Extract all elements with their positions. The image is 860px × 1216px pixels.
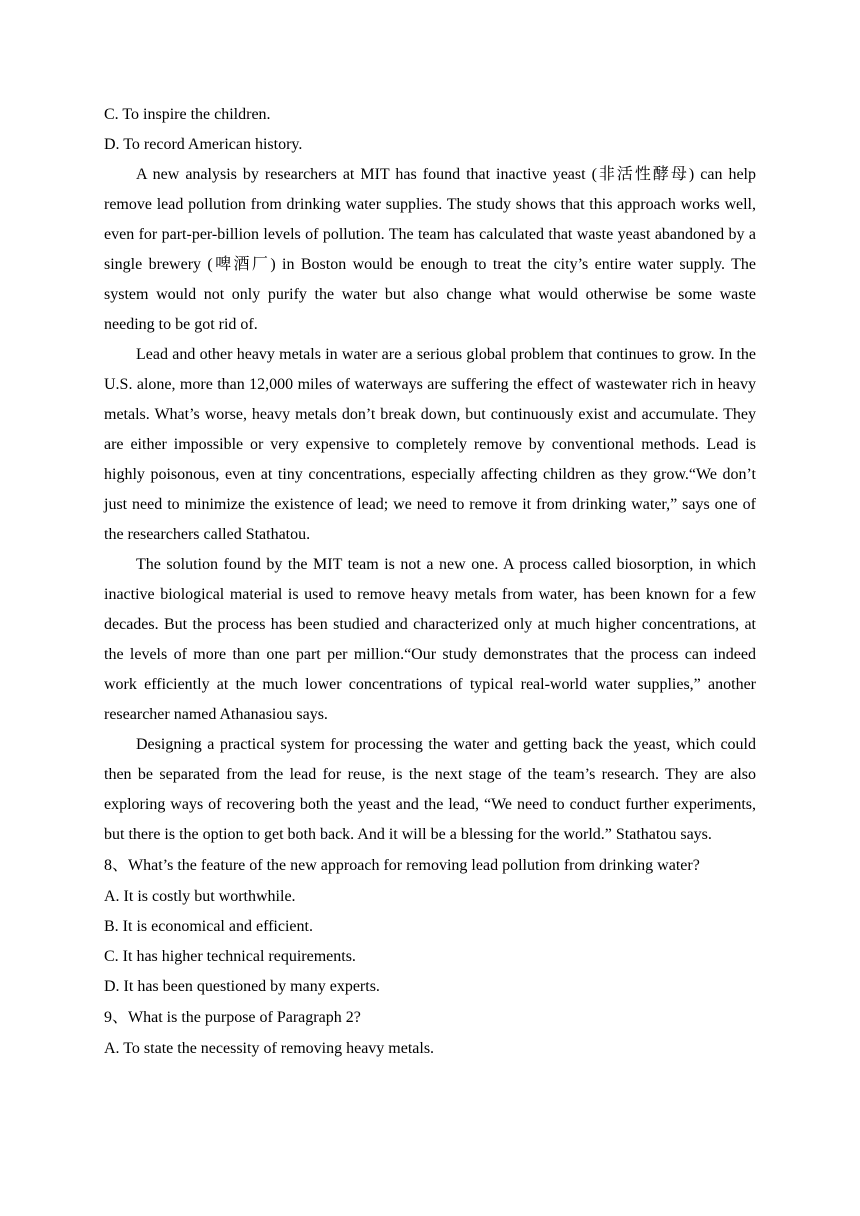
passage-paragraph-1: A new analysis by researchers at MIT has found that inactive yeast (非活性酵母) can help remove lead pollution from drinking water supplies. The study shows that this approach works well, even for part-per-billion levels of pollution. The team has calculated that waste yeast abandoned by a single brewery (啤酒厂) in Boston would be enough to treat the city’s entire water supply. The system would not only purify the water but also change what would otherwise be some waste needing to be got rid of.	[104, 166, 756, 333]
passage-paragraph-3: The solution found by the MIT team is not a new one. A process called biosorption, in which inactive biological material is used to remove heavy metals from water, has been known for a few decades. But the process has been studied and characterized only at much higher concentrations, at the levels of more than one part per million.“Our study demonstrates that the process can indeed work efficiently at the much lower concentrations of typical real-world water supplies,” another researcher named Athanasiou says.	[104, 556, 756, 723]
question-8-option-a: A. It is costly but worthwhile.	[104, 888, 296, 905]
question-8-option-d: D. It has been questioned by many experts.	[104, 978, 380, 995]
question-9: 9、What is the purpose of Paragraph 2?	[104, 1009, 361, 1026]
passage-paragraph-2: Lead and other heavy metals in water are a serious global problem that continues to grow. In the U.S. alone, more than 12,000 miles of waterways are suffering the effect of wastewater rich in heavy metals. What’s worse, heavy metals don’t break down, but continuously exist and accumulate. They are either impossible or very expensive to completely remove by conventional methods. Lead is highly poisonous, even at tiny concentrations, especially affecting children as they grow.“We don’t just need to minimize the existence of lead; we need to remove it from drinking water,” says one of the researchers called Stathatou.	[104, 346, 756, 543]
document-page	[104, 100, 756, 1064]
question-9-option-a: A. To state the necessity of removing heavy metals.	[104, 1040, 435, 1057]
passage-paragraph-4: Designing a practical system for processing the water and getting back the yeast, which could then be separated from the lead for reuse, is the next stage of the team’s research. They are also exploring ways of recovering both the yeast and the lead, “We need to conduct further experiments, but there is the option to get both back. And it will be a blessing for the world.” Stathatou says.	[104, 736, 756, 843]
question-8-option-c: C. It has higher technical requirements.	[104, 948, 356, 965]
question-8: 8、What’s the feature of the new approach for removing lead pollution from drinking water?	[104, 857, 700, 874]
option-d: D. To record American history.	[104, 136, 303, 153]
question-8-option-b: B. It is economical and efficient.	[104, 918, 313, 935]
option-c: C. To inspire the children.	[104, 106, 271, 123]
